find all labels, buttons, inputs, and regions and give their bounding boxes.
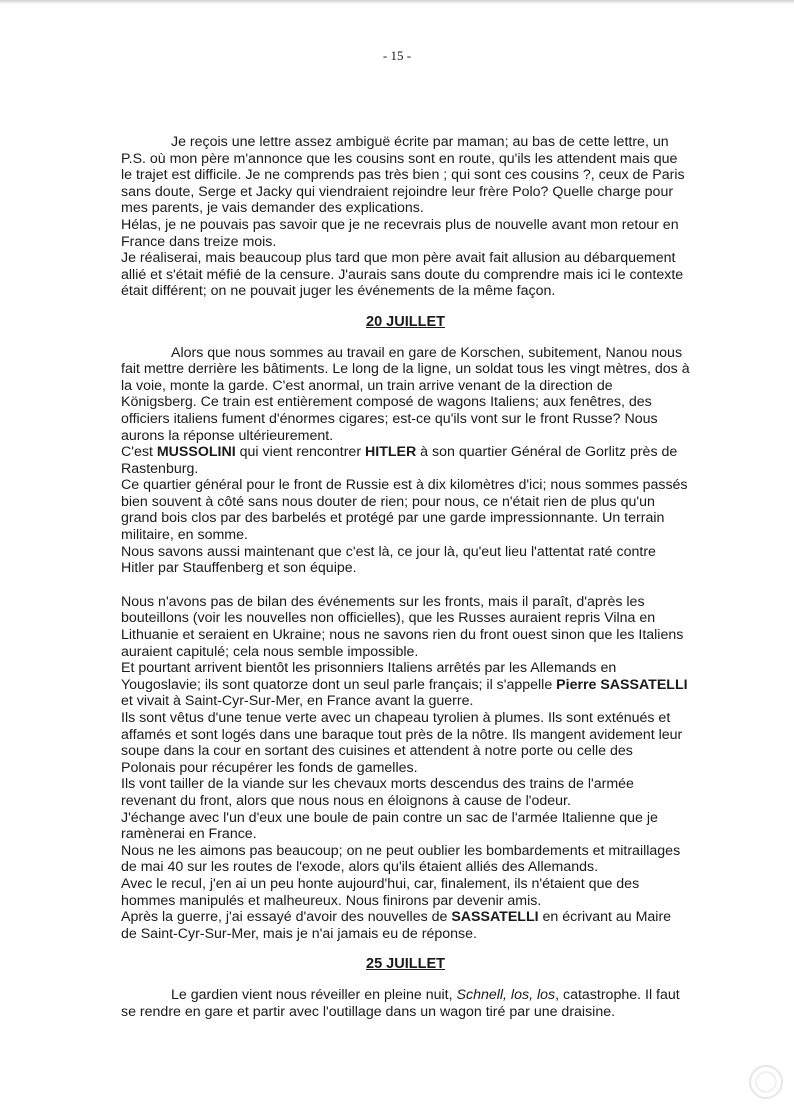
paragraph: Nous ne les aimons pas beaucoup; on ne peut oublier les bombardements et mitraillages de mai 40 sur les routes de l'exode, alors qu'ils étaient alliés des Allemands. [121,842,681,876]
intro-section [121,134,690,300]
section-heading-20-juillet: 20 JUILLET [366,313,445,330]
paragraph: Ils vont tailler de la viande sur les chevaux morts descendus des trains de l'armée revenant du front, alors que nous nous en éloignons à cause de l'odeur. [121,776,634,809]
section-heading-25-juillet: 25 JUILLET [366,956,445,973]
paragraph-spacer [121,577,690,594]
paragraph: Avec le recul, j'en ai un peu honte aujourd'hui, car, finalement, ils n'étaient que des hommes manipulés et malheureux. Nous finirons par devenir amis. [121,875,640,909]
document-body [121,134,690,1020]
paragraph: Nous savons aussi maintenant que c'est là, ce jour là, qu'eut lieu l'attentat raté contre Hitler par Stauffenberg et son équipe. [121,543,656,577]
paragraph: C'est MUSSOLINI qui vient rencontrer HITLER à son quartier Général de Gorlitz près de Rastenburg. [121,444,678,477]
paragraph: Et pourtant arrivent bientôt les prisonniers Italiens arrêtés par les Allemands en Yougoslavie; ils sont quatorze dont un seul parle français; il s'appelle Pierre SASSATELLI et vivait à Saint-Cyr-Sur-Mer, en France avant la guerre. [121,660,688,710]
paragraph: Alors que nous sommes au travail en gare de Korschen, subitement, Nanou nous fait mettre derrière les bâtiments. Le long de la ligne, un soldat tous les vingt mètres, dos à la voie, monte la garde. C'est anormal, un train arrive venant de la direction de Königsberg. Ce train est entièrement composé de wagons Italiens; aux fenêtres, des officiers italiens fument d'énormes cigares; est-ce qu'ils vont sur le front Russe? Nous aurons la réponse ultérieurement. [121,344,690,444]
paragraph: J'échange avec l'un d'eux une boule de pain contre un sac de l'armée Italienne que je ramènerai en France. [121,809,658,843]
scan-top-edge [0,0,794,4]
watermark-logo [748,1064,784,1100]
paragraph: Hélas, je ne pouvais pas savoir que je ne recevrais plus de nouvelle avant mon retour en France dans treize mois. [121,216,679,250]
paragraph: Je réaliserai, mais beaucoup plus tard que mon père avait fait allusion au débarquement allié et s'était méfié de la censure. J'aurais sans doute du comprendre mais ici le contexte était différent; on ne pouvait juger les événements de la même façon. [121,250,684,300]
paragraph: Je reçois une lettre assez ambiguë écrite par maman; au bas de cette lettre, un P.S. où mon père m'annonce que les cousins sont en route, qu'ils les attendent mais que le trajet est difficile. Je ne comprends pas très bien ; qui sont ces cousins ?, ceux de Paris sans doute, Serge et Jacky qui viendraient rejoindre leur frère Polo? Quelle charge pour mes parents, je vais demander des explications. [121,134,685,217]
paragraph: Le gardien vient nous réveiller en pleine nuit, Schnell, los, los, catastrophe. Il faut se rendre en gare et partir avec l'outillage dans un wagon tiré par une draisine. [121,986,680,1020]
paragraph: Nous n'avons pas de bilan des événements sur les fronts, mais il paraît, d'après les bouteillons (voir les nouvelles non officielles), que les Russes auraient repris Vilna en Lithuanie et seraient en Ukraine; nous ne savons rien du front ouest sinon que les Italiens auraient capitulé; cela nous semble impossible. [121,593,684,660]
section-20-juillet [121,345,690,943]
page-number: - 15 - [382,48,412,63]
section-25-juillet [121,987,690,1020]
paragraph: Après la guerre, j'ai essayé d'avoir des nouvelles de SASSATELLI en écrivant au Maire de Saint-Cyr-Sur-Mer, mais je n'ai jamais eu de réponse. [121,909,672,942]
paragraph: Ce quartier général pour le front de Russie est à dix kilomètres d'ici; nous sommes passés bien souvent à côté sans nous douter de rien; pour nous, ce n'était rien de plus qu'un grand bois clos par des barbelés et protégé par une garde impressionnante. Un terrain militaire, en somme. [121,477,688,544]
paragraph: Ils sont vêtus d'une tenue verte avec un chapeau tyrolien à plumes. Ils sont exténués et affamés et sont logés dans une baraque tout près de la nôtre. Ils mangent avidement leur soupe dans la cour en sortant des cuisines et attendent à notre porte ou celle des Polonais pour récupérer les fonds de gamelles. [121,710,683,776]
